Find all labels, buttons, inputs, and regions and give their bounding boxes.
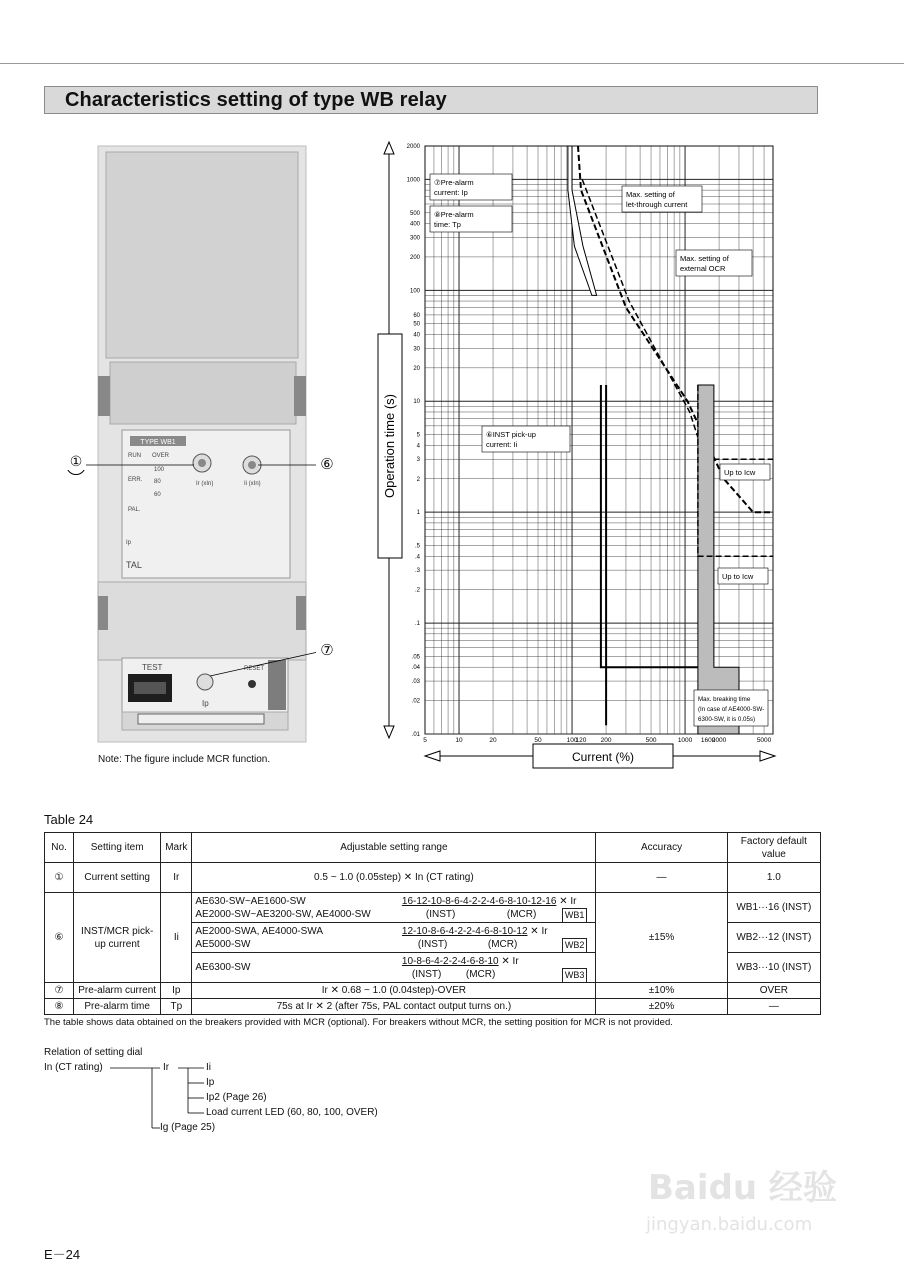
chart-y-tick-label: 20 bbox=[413, 365, 420, 372]
chart-annotation-prealarm-current: ⑦Pre-alarm bbox=[434, 178, 474, 187]
multiplier: ✕ Ir bbox=[530, 925, 548, 937]
inst-label: (INST) bbox=[425, 908, 456, 920]
relay-test-label: TEST bbox=[142, 663, 163, 672]
chart-y-tick-label: .03 bbox=[411, 679, 420, 686]
relay-led-80: 80 bbox=[154, 479, 161, 485]
setting-sequence: 16-12-10-8-6-4-2-2-4-6-8-10-12-16 bbox=[401, 895, 557, 907]
chart-x-tick-label: 20 bbox=[489, 737, 497, 744]
chart-annotation-breaking-time: 6300-SW, it is 0.05s) bbox=[698, 716, 756, 723]
chart-y-tick-label: 50 bbox=[413, 321, 420, 328]
relay-run-label: RUN bbox=[128, 453, 141, 459]
model-line: AE2000-SWA, AE4000-SWA bbox=[195, 925, 324, 937]
chart-y-tick-label: .3 bbox=[414, 568, 420, 575]
relay-ir-label: Ir (xIn) bbox=[196, 481, 214, 487]
mcr-label: (MCR) bbox=[465, 968, 496, 980]
relation-child: Load current LED (60, 80, 100, OVER) bbox=[206, 1107, 378, 1118]
table-cell: ±15% bbox=[596, 893, 727, 983]
relay-ip-label: Ip bbox=[126, 540, 132, 546]
table-cell bbox=[192, 953, 399, 983]
relation-child: Ii bbox=[206, 1062, 211, 1073]
table-cell: Pre-alarm current bbox=[74, 983, 161, 999]
multiplier: ✕ Ir bbox=[559, 895, 577, 907]
chart-x-tick-label: 10 bbox=[455, 737, 463, 744]
callout-setting-7-label: ⑦ bbox=[316, 641, 338, 659]
table-cell bbox=[399, 953, 596, 983]
chart-y-tick-label: 30 bbox=[413, 346, 420, 353]
time-current-chart bbox=[370, 140, 780, 770]
table-cell: ±20% bbox=[596, 999, 727, 1015]
table-header-row bbox=[45, 833, 821, 863]
chart-annotation-breaking-time: (In case of AE4000-SW- bbox=[698, 706, 765, 713]
settings-table bbox=[44, 832, 821, 1015]
model-line: AE2000-SW~AE3200-SW, AE4000-SW bbox=[195, 908, 371, 920]
table-cell bbox=[74, 893, 161, 983]
chart-x-tick-label: 200 bbox=[600, 737, 612, 744]
model-line: AE6300-SW bbox=[195, 962, 251, 973]
table-cell: ⑧ bbox=[45, 999, 74, 1015]
table-cell: OVER bbox=[727, 983, 820, 999]
relation-ig: Ig (Page 25) bbox=[160, 1122, 216, 1133]
table-header: Setting item bbox=[74, 833, 161, 863]
table-header: Accuracy bbox=[596, 833, 727, 863]
page-number: E－24 bbox=[44, 1247, 81, 1262]
table-cell: Pre-alarm time bbox=[74, 999, 161, 1015]
relay-led-100: 100 bbox=[154, 467, 165, 473]
relay-photo bbox=[60, 140, 350, 750]
chart-y-tick-label: 4 bbox=[416, 443, 420, 450]
chart-annotation-let-through: Max. setting of bbox=[626, 190, 675, 199]
chart-y-tick-label: 2 bbox=[416, 476, 420, 483]
chart-annotation-let-through: let-through current bbox=[626, 200, 688, 209]
relay-ip-dial-label: Ip bbox=[202, 699, 209, 708]
chart-annotation-inst: current: Ii bbox=[486, 440, 518, 449]
chart-x-axis-label: Current (%) bbox=[571, 750, 635, 764]
section-title-bar bbox=[44, 86, 818, 114]
relation-tree-lines bbox=[100, 1060, 220, 1140]
relay-type-box: WB2 bbox=[562, 938, 588, 953]
relation-child: Ip bbox=[206, 1077, 215, 1088]
relay-tal-label: TAL bbox=[126, 560, 142, 570]
callout-setting-1-label: ① bbox=[66, 453, 86, 470]
chart-y-tick-label: 2000 bbox=[406, 144, 420, 150]
setting-sequence: 12-10-8-6-4-2-2-4-6-8-10-12 bbox=[401, 925, 528, 937]
table-header: No. bbox=[45, 833, 74, 863]
relation-child: Ip2 (Page 26) bbox=[206, 1092, 267, 1103]
chart-annotation-icw-upper: Up to Icw bbox=[724, 468, 756, 477]
chart-annotation-prealarm-time: ⑧Pre-alarm bbox=[434, 210, 474, 219]
chart-y-tick-label: .4 bbox=[414, 554, 420, 561]
chart-x-tick-label: 120 bbox=[575, 737, 587, 744]
table-cell bbox=[192, 893, 399, 923]
chart-plot-area bbox=[425, 146, 773, 734]
chart-y-tick-label: 400 bbox=[409, 221, 420, 228]
chart-y-tick-label: .02 bbox=[411, 698, 420, 705]
chart-y-tick-label: .1 bbox=[414, 621, 420, 628]
table-cell: Tp bbox=[161, 999, 192, 1015]
chart-annotation-prealarm-time: time: Tp bbox=[434, 220, 461, 229]
chart-y-tick-label: 5 bbox=[416, 432, 420, 439]
table-cell: 1.0 bbox=[727, 863, 820, 893]
chart-x-tick-label: 5 bbox=[423, 737, 427, 744]
chart-x-tick-label: 50 bbox=[534, 737, 542, 744]
callout-setting-6-label: ⑥ bbox=[316, 455, 338, 473]
chart-y-tick-label: .04 bbox=[411, 665, 420, 672]
chart-x-tick-label: 2000 bbox=[711, 737, 727, 744]
relay-err-label: ERR. bbox=[128, 477, 143, 483]
relay-over-label: OVER bbox=[152, 453, 170, 459]
table-cell: Ir ✕ 0.68 ~ 1.0 (0.04step)-OVER bbox=[192, 983, 596, 999]
chart-y-tick-label: 200 bbox=[409, 254, 420, 261]
relation-title: Relation of setting dial bbox=[44, 1047, 143, 1058]
chart-y-axis-label: Operation time (s) bbox=[382, 393, 397, 499]
table-cell: ⑥ bbox=[45, 893, 74, 983]
table-caption: Table 24 bbox=[44, 812, 94, 827]
table-row bbox=[45, 863, 821, 893]
chart-annotation-external-ocr: Max. setting of bbox=[680, 254, 729, 263]
table-cell: — bbox=[727, 999, 820, 1015]
chart-annotation-icw-lower: Up to Icw bbox=[722, 572, 754, 581]
table-cell: ±10% bbox=[596, 983, 727, 999]
chart-annotation-external-ocr: external OCR bbox=[680, 264, 726, 273]
chart-y-tick-label: 3 bbox=[416, 457, 420, 464]
header-rule bbox=[0, 63, 904, 64]
table-header: Mark bbox=[161, 833, 192, 863]
table-cell: 75s at Ir ✕ 2 (after 75s, PAL contact output turns on.) bbox=[192, 999, 596, 1015]
relay-reset-label: RESET bbox=[244, 666, 265, 672]
chart-annotation-breaking-time: Max. breaking time bbox=[698, 696, 751, 703]
table-cell: WB2···12 (INST) bbox=[727, 923, 820, 953]
relay-type-box: WB1 bbox=[562, 908, 588, 923]
chart-annotation-prealarm-current: current: Ip bbox=[434, 188, 468, 197]
table-row bbox=[45, 893, 821, 923]
table-cell: Ir bbox=[161, 863, 192, 893]
page-title: Characteristics setting of type WB relay bbox=[65, 89, 447, 111]
chart-x-tick-label: 1600 bbox=[700, 737, 716, 744]
inst-label: (INST) bbox=[411, 968, 442, 980]
relay-led-60: 60 bbox=[154, 492, 161, 498]
setting-sequence: 10-8-6-4-2-2-4-6-8-10 bbox=[401, 955, 499, 967]
table-row bbox=[45, 983, 821, 999]
table-cell: WB3···10 (INST) bbox=[727, 953, 820, 983]
chart-y-tick-label: 10 bbox=[413, 399, 420, 406]
chart-x-tick-label: 100 bbox=[566, 737, 578, 744]
table-cell bbox=[399, 893, 596, 923]
table-header: Adjustable setting range bbox=[192, 833, 596, 863]
table-row bbox=[45, 999, 821, 1015]
table-cell: Ip bbox=[161, 983, 192, 999]
relay-type-box: WB3 bbox=[562, 968, 588, 983]
table-cell: Current setting bbox=[74, 863, 161, 893]
mcr-label: (MCR) bbox=[487, 938, 518, 950]
relation-root: In (CT rating) bbox=[44, 1062, 103, 1073]
table-cell: — bbox=[596, 863, 727, 893]
table-cell-text: INST/MCR pick-up current bbox=[81, 925, 154, 950]
mcr-label: (MCR) bbox=[506, 908, 537, 920]
model-line: AE5000-SW bbox=[195, 938, 251, 950]
chart-y-tick-label: 60 bbox=[413, 312, 420, 319]
watermark-url: jingyan.baidu.com bbox=[646, 1214, 813, 1235]
relay-type-label: TYPE WB1 bbox=[140, 439, 176, 446]
chart-y-tick-label: 40 bbox=[413, 332, 420, 339]
chart-y-tick-label: .05 bbox=[411, 654, 420, 661]
chart-y-tick-label: .5 bbox=[414, 543, 420, 550]
table-cell: ① bbox=[45, 863, 74, 893]
table-header: Factory default value bbox=[727, 833, 820, 863]
relation-ir: Ir bbox=[163, 1062, 170, 1073]
table-cell: WB1···16 (INST) bbox=[727, 893, 820, 923]
table-cell: 0.5 ~ 1.0 (0.05step) ✕ In (CT rating) bbox=[192, 863, 596, 893]
chart-y-tick-label: 300 bbox=[409, 235, 420, 242]
table-cell: Ii bbox=[161, 893, 192, 983]
chart-x-tick-label: 1000 bbox=[677, 737, 693, 744]
relay-pal-label: PAL. bbox=[128, 507, 141, 513]
photo-note: Note: The figure include MCR function. bbox=[98, 754, 271, 765]
inst-label: (INST) bbox=[417, 938, 448, 950]
table-cell: ⑦ bbox=[45, 983, 74, 999]
chart-y-tick-label: .2 bbox=[414, 587, 420, 594]
chart-y-tick-label: 1 bbox=[416, 510, 420, 517]
relay-ii-label: Ii (xIn) bbox=[244, 481, 261, 487]
chart-y-tick-label: 100 bbox=[409, 288, 420, 295]
chart-y-tick-label: 500 bbox=[409, 210, 420, 217]
chart-annotation-inst: ⑥INST pick-up bbox=[486, 430, 536, 439]
chart-x-tick-label: 5000 bbox=[756, 737, 772, 744]
model-line: AE630-SW~AE1600-SW bbox=[195, 895, 306, 907]
chart-x-tick-label: 500 bbox=[645, 737, 657, 744]
table-cell bbox=[192, 923, 399, 953]
multiplier: ✕ Ir bbox=[501, 955, 519, 967]
chart-y-tick-label: .01 bbox=[411, 732, 420, 738]
table-cell bbox=[399, 923, 596, 953]
table-footnote: The table shows data obtained on the breakers provided with MCR (optional). For breakers without MCR, the setting position for MCR is not provided. bbox=[44, 1017, 673, 1028]
watermark-logo: Baidu 经验 bbox=[648, 1168, 837, 1208]
chart-y-tick-label: 1000 bbox=[406, 177, 420, 184]
